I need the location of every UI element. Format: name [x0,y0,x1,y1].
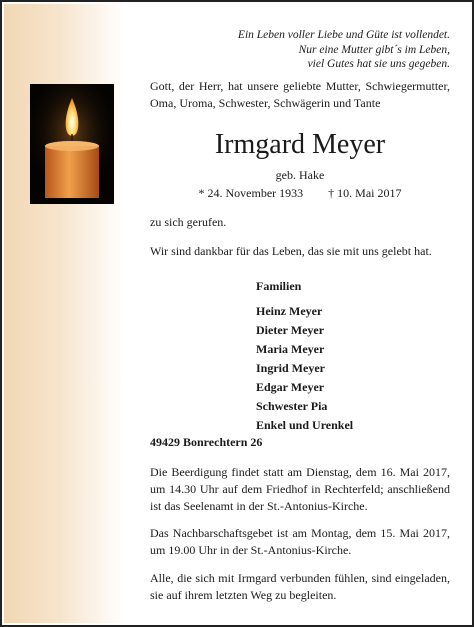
families-heading: Familien [256,279,302,293]
birth-date: * 24. November 1933 [198,186,304,200]
family-member: Edgar Meyer [256,380,325,394]
prayer-info: Das Nachbarschaftsgebet ist am Montag, dem 15. Mai 2017, um 19.00 Uhr in der St.-Antonius-Kirche. [150,526,450,557]
family-member: Ingrid Meyer [256,361,325,375]
intro-text: Gott, der Herr, hat unsere geliebte Mutter, Schwiegermutter, Oma, Uroma, Schwester, Schwägerin und Tante [150,79,450,110]
candle-icon [30,84,114,204]
motto-verse [238,28,450,72]
motto-line: Ein Leben voller Liebe und Güte ist vollendet. [237,29,450,41]
born-name: geb. Hake [275,168,325,182]
family-member: Schwester Pia [256,399,328,413]
funeral-info: Die Beerdigung findet statt am Dienstag, dem 16. Mai 2017, um 14.30 Uhr auf dem Friedhof in Rechterfeld; anschließend ist das Seelenamt in der St.-Antonius-Kirche. [150,465,450,513]
address: 49429 Bonrechtern 26 [150,435,263,449]
gratitude-text: Wir sind dankbar für das Leben, das sie mit uns gelebt hat. [150,244,432,258]
called-text: zu sich gerufen. [150,215,227,229]
death-date: † 10. Mai 2017 [328,186,402,200]
life-dates [150,186,450,201]
closing-text: Alle, die sich mit Irmgard verbunden fühlen, sind eingeladen, sie auf ihrem letzten Weg zu begleiten. [150,571,450,602]
motto-line: Nur eine Mutter gibt´s im Leben, [298,43,450,56]
family-member: Maria Meyer [256,342,325,356]
families-list [256,277,353,435]
family-member: Heinz Meyer [256,304,323,318]
candle-image [30,84,114,204]
deceased-name: Irmgard Meyer [214,129,386,160]
family-member: Enkel und Urenkel [256,418,354,432]
motto-line: viel Gutes hat sie uns gegeben. [307,58,450,70]
family-member: Dieter Meyer [256,323,325,337]
